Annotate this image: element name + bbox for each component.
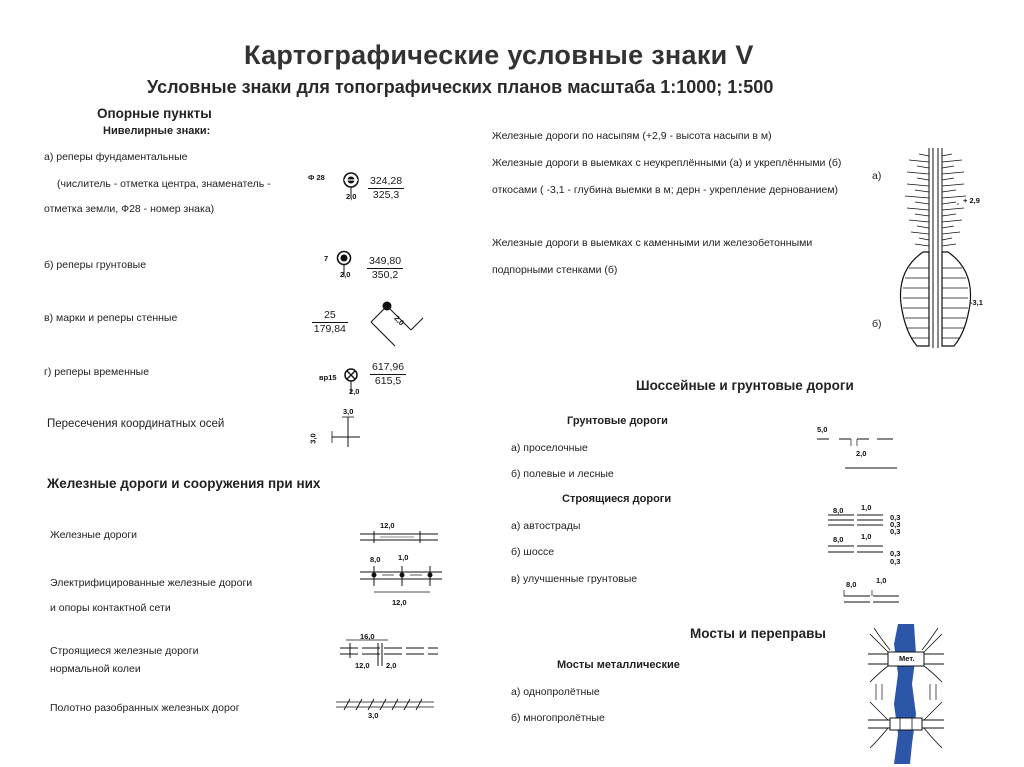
axes-size-vertical: 3,0 [343,407,354,416]
constr-a5: 0,3 [890,527,901,536]
constr-a2: 1,0 [861,503,872,512]
sub-roads-under-construction: Строящиеся дороги [562,493,672,505]
constr-b1: 8,0 [833,535,844,544]
mark-c-size: 2,0 [392,313,407,328]
embankment-height: + 2,9 [963,196,980,205]
sub-metal-bridges: Мосты металлические [557,659,680,671]
constr-b2: 1,0 [861,532,872,541]
dirt-size-2: 2,0 [856,449,867,458]
road-construction-icon [826,543,888,559]
constr-c2: 1,0 [876,576,887,585]
mark-b-size: 2,0 [340,270,351,279]
dirt-size-1: 5,0 [817,425,828,434]
mark-b-code: 7 [324,254,329,263]
fraction-d [370,361,406,388]
item-country-roads: а) проселочные [511,442,588,454]
section-railways: Железные дороги и сооружения при них [47,476,321,491]
constr-a4: 0,3 [890,520,901,529]
page-subtitle: Условные знаки для топографических планов масштаба 1:1000; 1:500 [147,77,774,97]
sub-dirt-roads: Грунтовые дороги [567,415,668,427]
item-highways-construction: а) автострады [511,520,581,532]
constr-a3: 0,3 [890,513,901,522]
item-fundamental-benchmarks: а) реперы фундаментальные [44,151,188,163]
item-fundamental-note-2: отметка земли, Ф28 - номер знака) [44,203,215,215]
rail-4-a: 3,0 [368,711,379,720]
metal-bridge-icon [866,624,946,764]
rail-2-c: 12,0 [392,598,407,607]
sub-leveling-signs: Нивелирные знаки: [103,125,211,137]
rail-2-b: 1,0 [398,553,409,562]
label-embankment-a: а) [872,170,882,182]
item-single-span-bridges: а) однопролётные [511,686,600,698]
text-cut-railways-2: откосами ( -3,1 - глубина выемки в м; дерн - укрепление дернованием) [492,184,839,196]
fraction-a [368,175,404,202]
item-multi-span-bridges: б) многопролётные [511,712,605,724]
item-fundamental-note-1: (числитель - отметка центра, знаменатель - [57,178,271,190]
item-electrified-railways-2: и опоры контактной сети [50,602,171,614]
label-embankment-b: б) [872,318,882,330]
rail-3-a: 16,0 [360,632,375,641]
improved-road-construction-icon [842,586,902,606]
text-retaining-wall-railways: Железные дороги в выемках с каменными или железобетонными [492,237,813,249]
fraction-d-bottom: 615,5 [374,375,402,387]
item-dismantled-railways: Полотно разобранных железных дорог [50,702,240,714]
bridge-label: Мет. [899,654,915,663]
item-railways: Железные дороги [50,529,138,541]
rail-2-a: 8,0 [370,555,381,564]
axis-intersection-icon [318,415,362,451]
constr-b4: 0,3 [890,557,901,566]
axes-size-horizontal: 3,0 [308,433,318,444]
rail-1-length: 12,0 [380,521,395,530]
item-roads-construction: б) шоссе [511,546,555,558]
constr-b3: 0,3 [890,549,901,558]
rail-3-c: 2,0 [386,661,397,670]
mark-a-code: Ф 28 [308,173,325,182]
item-railways-under-construction-2: нормальной колеи [50,663,141,675]
page-title: Картографические условные знаки V [244,40,754,70]
mark-d-code: вр15 [319,373,337,382]
fraction-c-top: 25 [312,309,348,323]
item-soil-benchmarks: б) реперы грунтовые [44,259,147,271]
item-electrified-railways: Электрифицированные железные дороги [50,577,253,589]
constr-a1: 8,0 [833,506,844,515]
item-improved-roads-construction: в) улучшенные грунтовые [511,573,638,585]
text-cut-railways: Железные дороги в выемках с неукреплёнными (а) и укреплёнными (б) [492,157,842,169]
highway-construction-icon [826,512,888,532]
fraction-a-bottom: 325,3 [372,189,400,201]
fraction-d-top: 617,96 [372,361,405,373]
railway-embankment-cut-icon [895,148,975,352]
text-retaining-wall-railways-2: подпорными стенками (б) [492,264,618,276]
item-axis-intersections: Пересечения координатных осей [47,418,225,430]
fraction-b-bottom: 350,2 [371,269,399,281]
section-reference-points: Опорные пункты [97,106,212,121]
fraction-b [367,255,403,282]
fraction-c-bottom: 179,84 [313,323,346,335]
text-embankment-railways: Железные дороги по насыпям (+2,9 - высота насыпи в м) [492,130,772,142]
item-temporary-benchmarks: г) реперы временные [44,366,150,378]
fraction-c [312,309,348,336]
item-railways-under-construction: Строящиеся железные дороги [50,645,199,657]
item-wall-marks: в) марки и реперы стенные [44,312,178,324]
cut-depth: -3,1 [970,298,983,307]
item-field-forest-roads: б) полевые и лесные [511,468,614,480]
railway-icon [358,530,440,548]
constr-c1: 8,0 [846,580,857,589]
section-roads: Шоссейные и грунтовые дороги [636,378,854,393]
fraction-a-top: 324,28 [370,175,403,187]
mark-d-size: 2,0 [349,387,360,396]
dismantled-railway-icon [334,697,436,711]
rail-3-b: 12,0 [355,661,370,670]
fraction-b-top: 349,80 [369,255,402,267]
mark-a-size: 2,0 [346,192,357,201]
section-bridges: Мосты и переправы [690,626,826,641]
electrified-railway-icon [358,562,444,598]
